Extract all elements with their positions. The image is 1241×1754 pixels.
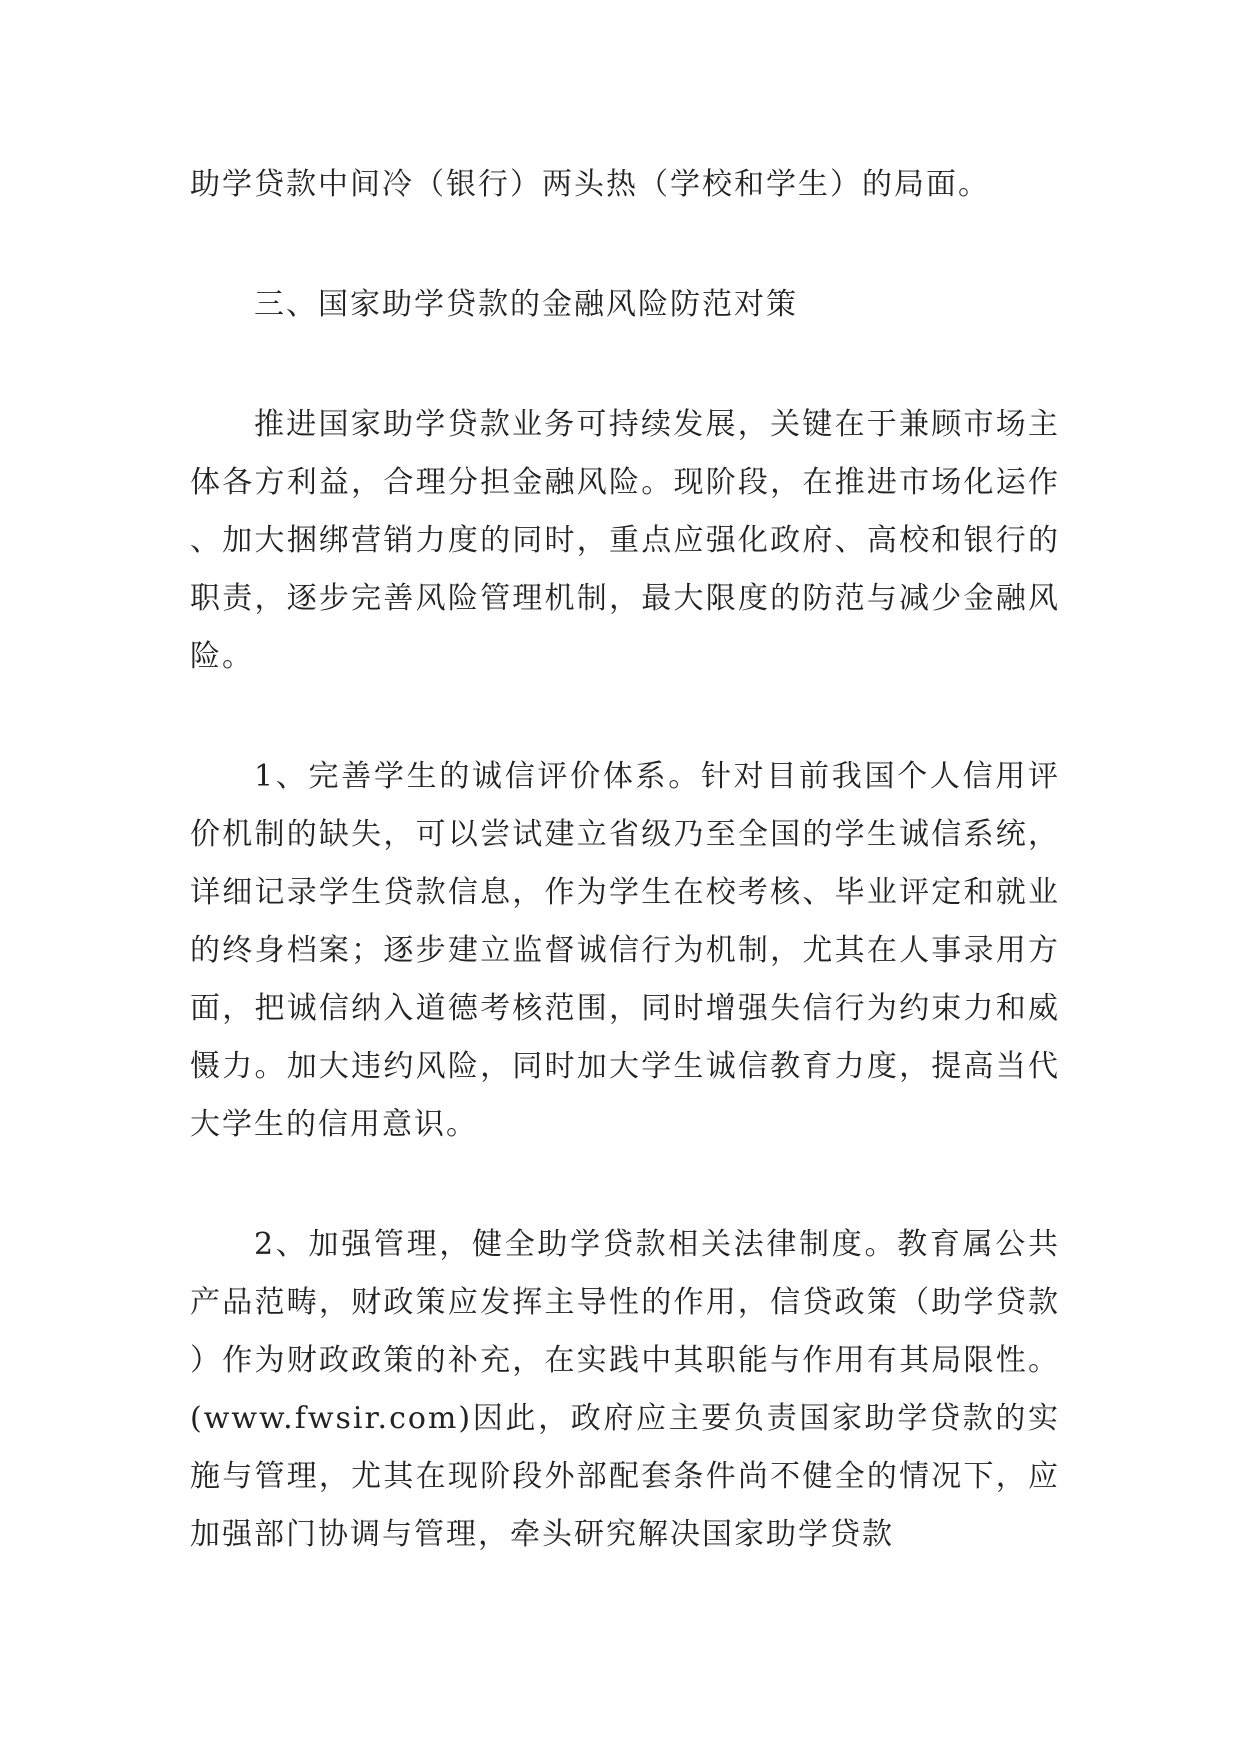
paragraph-item-1: 1、完善学生的诚信评价体系。针对目前我国个人信用评价机制的缺失，可以尝试建立省级乃至全国的学生诚信系统，详细记录学生贷款信息，作为学生在校考核、毕业评定和就业的终身档案；逐步建立监督诚信行为机制，尤其在人事录用方面，把诚信纳入道德考核范围，同时增强失信行为约束力和威慑力。加大违约风险，同时加大学生诚信教育力度，提高当代大学生的信用意识。 [190,759,1060,1142]
paragraph-continuation: 助学贷款中间冷（银行）两头热（学校和学生）的局面。 [190,167,990,202]
paragraph-item-2: 2、加强管理，健全助学贷款相关法律制度。教育属公共产品范畴，财政策应发挥主导性的作用，信贷政策（助学贷款）作为财政政策的补充，在实践中其职能与作用有其局限性。(www.fwsir.com)因此，政府应主要负责国家助学贷款的实施与管理，尤其在现阶段外部配套条件尚不健全的情况下，应加强部门协调与管理，牵头研究解决国家助学贷款 [190,1227,1060,1552]
document-body [190,156,1060,1564]
paragraph-intro: 推进国家助学贷款业务可持续发展，关键在于兼顾市场主体各方利益，合理分担金融风险。现阶段，在推进市场化运作、加大捆绑营销力度的同时，重点应强化政府、高校和银行的职责，逐步完善风险管理机制，最大限度的防范与减少金融风险。 [190,407,1060,674]
section-heading: 三、国家助学贷款的金融风险防范对策 [254,287,798,322]
